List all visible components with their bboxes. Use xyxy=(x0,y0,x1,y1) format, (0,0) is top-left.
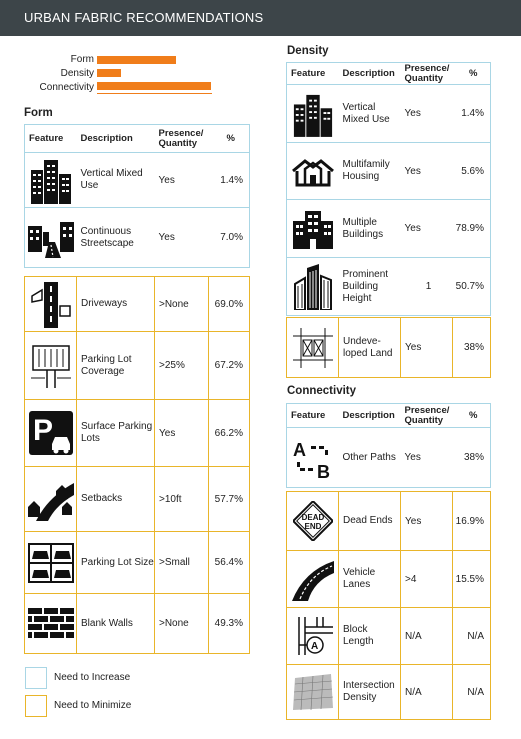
row-presence: Yes xyxy=(401,85,453,143)
col-pct: % xyxy=(453,404,491,428)
row-description: Multifamily Housing xyxy=(339,143,401,200)
row-description: Vehicle Lanes xyxy=(339,551,401,608)
table-row xyxy=(287,318,491,378)
density-increase-table xyxy=(286,62,491,316)
row-pct: 7.0% xyxy=(209,208,250,268)
row-pct: 1.4% xyxy=(209,153,250,208)
brick-wall-icon xyxy=(25,608,76,640)
row-pct: N/A xyxy=(453,608,491,665)
table-row xyxy=(287,143,491,200)
row-presence: >4 xyxy=(401,551,453,608)
row-description: Prominent Building Height xyxy=(339,258,401,316)
col-feature: Feature xyxy=(287,404,339,428)
parked-cars-icon xyxy=(25,543,76,583)
row-description: Vertical Mixed Use xyxy=(339,85,401,143)
svg-text:B: B xyxy=(316,461,330,480)
legend-increase-label: Need to Increase xyxy=(54,672,131,683)
row-description: Setbacks xyxy=(77,467,155,532)
bar-connectivity xyxy=(97,82,211,90)
street-buildings-icon xyxy=(25,218,77,258)
row-pct: 1.4% xyxy=(453,85,491,143)
row-presence: >25% xyxy=(155,332,209,400)
density-minimize-table xyxy=(286,317,491,378)
tall-buildings-icon xyxy=(287,90,339,138)
row-description: Surface Parking Lots xyxy=(77,400,155,467)
row-description: Undeve-loped Land xyxy=(339,318,401,378)
row-pct: 38% xyxy=(453,428,491,488)
row-presence: >None xyxy=(155,594,209,654)
table-row xyxy=(25,594,250,654)
vacant-lots-icon xyxy=(287,326,338,370)
table-row xyxy=(287,85,491,143)
row-pct: N/A xyxy=(453,665,491,720)
col-presence: Presence/ Quantity xyxy=(155,125,209,153)
row-presence: Yes xyxy=(155,208,209,268)
row-pct: 56.4% xyxy=(209,532,250,594)
row-presence: Yes xyxy=(401,318,453,378)
skyscraper-icon xyxy=(287,264,339,310)
table-row xyxy=(25,400,250,467)
legend-minimize-label: Need to Minimize xyxy=(54,700,132,711)
row-description: Block Length xyxy=(339,608,401,665)
row-pct: 78.9% xyxy=(453,200,491,258)
row-pct: 5.6% xyxy=(453,143,491,200)
form-increase-table xyxy=(24,124,250,268)
row-presence: >10ft xyxy=(155,467,209,532)
col-presence: Presence/ Quantity xyxy=(401,63,453,85)
row-presence: Yes xyxy=(401,200,453,258)
bar-density xyxy=(97,69,121,77)
row-description: Multiple Buildings xyxy=(339,200,401,258)
row-presence: Yes xyxy=(155,400,209,467)
svg-text:P: P xyxy=(32,414,53,447)
row-pct: 57.7% xyxy=(209,467,250,532)
col-pct: % xyxy=(453,63,491,85)
bar-label-connectivity: Connectivity xyxy=(39,82,94,93)
parking-lot-icon xyxy=(25,344,76,388)
row-pct: 49.3% xyxy=(209,594,250,654)
row-presence: Yes xyxy=(155,153,209,208)
row-pct: 66.2% xyxy=(209,400,250,467)
table-row xyxy=(287,665,491,720)
row-description: Parking Lot Size xyxy=(77,532,155,594)
row-presence: N/A xyxy=(401,665,453,720)
road-lanes-icon xyxy=(287,557,338,601)
row-presence: N/A xyxy=(401,608,453,665)
row-pct: 38% xyxy=(453,318,491,378)
svg-text:A: A xyxy=(292,439,306,460)
bar-axis-line xyxy=(97,93,212,94)
table-row xyxy=(25,467,250,532)
table-row xyxy=(25,332,250,400)
row-description: Other Paths xyxy=(339,428,401,488)
row-pct: 15.5% xyxy=(453,551,491,608)
col-description: Description xyxy=(77,125,155,153)
row-presence: 1 xyxy=(401,258,453,316)
intersection-map-icon xyxy=(287,672,338,712)
bar-label-form: Form xyxy=(70,54,94,65)
row-presence: Yes xyxy=(401,428,453,488)
table-row xyxy=(287,608,491,665)
row-presence: >Small xyxy=(155,532,209,594)
row-presence: >None xyxy=(155,277,209,332)
row-pct: 16.9% xyxy=(453,492,491,551)
row-description: Dead Ends xyxy=(339,492,401,551)
row-description: Intersection Density xyxy=(339,665,401,720)
table-row xyxy=(287,492,491,551)
page-title: URBAN FABRIC RECOMMENDATIONS xyxy=(24,10,264,25)
table-row xyxy=(287,428,491,488)
row-description: Driveways xyxy=(77,277,155,332)
dead-end-sign-line1: DEAD xyxy=(301,513,324,522)
row-description: Vertical Mixed Use xyxy=(77,153,155,208)
page-header xyxy=(0,0,521,36)
connectivity-minimize-table xyxy=(286,491,491,720)
bar-label-density: Density xyxy=(60,68,94,79)
legend-minimize-swatch xyxy=(25,695,47,717)
row-presence: Yes xyxy=(401,143,453,200)
col-feature: Feature xyxy=(287,63,339,85)
row-description: Continuous Streetscape xyxy=(77,208,155,268)
connectivity-increase-table xyxy=(286,403,491,488)
table-row xyxy=(287,258,491,316)
connectivity-section-title: Connectivity xyxy=(287,385,357,397)
legend-increase-swatch xyxy=(25,667,47,689)
table-row xyxy=(25,532,250,594)
col-presence: Presence/ Quantity xyxy=(401,404,453,428)
multifamily-house-icon xyxy=(287,155,339,187)
form-section-title: Form xyxy=(24,107,53,119)
col-description: Description xyxy=(339,63,401,85)
svg-text:A: A xyxy=(310,641,318,652)
table-row xyxy=(287,551,491,608)
table-row xyxy=(25,208,250,268)
row-description: Parking Lot Coverage xyxy=(77,332,155,400)
a-to-b-paths-icon xyxy=(287,436,339,480)
setback-houses-icon xyxy=(25,477,76,521)
dead-end-sign-icon xyxy=(287,501,338,541)
tall-buildings-icon xyxy=(25,156,77,204)
row-pct: 67.2% xyxy=(209,332,250,400)
bar-form xyxy=(97,56,176,64)
row-description: Blank Walls xyxy=(77,594,155,654)
block-length-icon xyxy=(287,615,338,657)
table-row xyxy=(25,277,250,332)
col-description: Description xyxy=(339,404,401,428)
col-pct: % xyxy=(209,125,250,153)
multiple-buildings-icon xyxy=(287,209,339,249)
parking-sign-icon xyxy=(25,410,76,456)
row-pct: 50.7% xyxy=(453,258,491,316)
table-row xyxy=(25,153,250,208)
form-minimize-table xyxy=(24,276,250,654)
driveway-icon xyxy=(25,280,76,328)
row-pct: 69.0% xyxy=(209,277,250,332)
col-feature: Feature xyxy=(25,125,77,153)
row-presence: Yes xyxy=(401,492,453,551)
density-section-title: Density xyxy=(287,45,329,57)
dead-end-sign-line2: END xyxy=(304,522,321,531)
table-row xyxy=(287,200,491,258)
